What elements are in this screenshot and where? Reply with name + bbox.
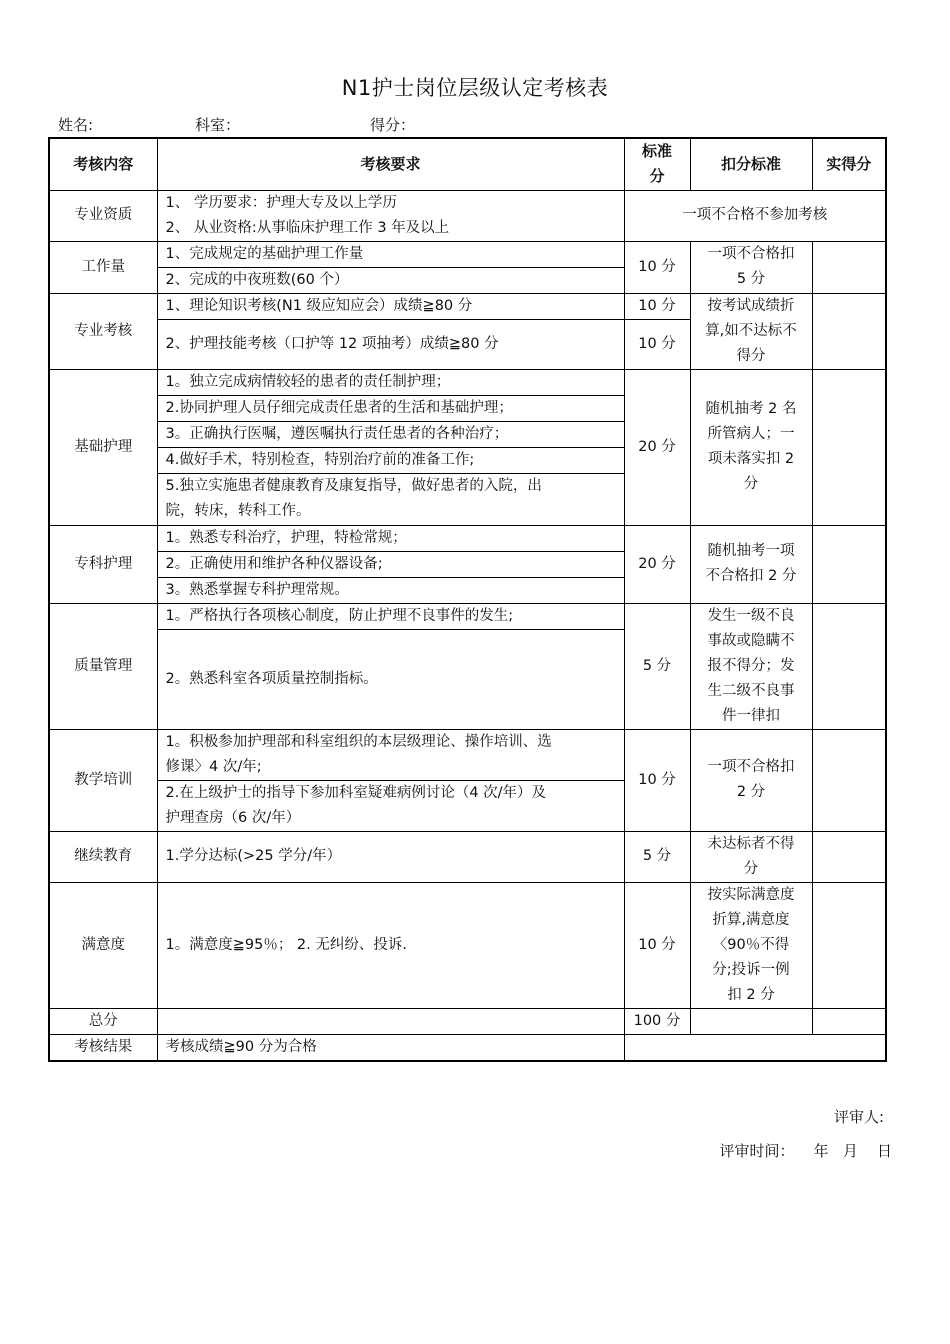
requirement-item: 1、完成规定的基础护理工作量: [157, 241, 624, 267]
section-name: 质量管理: [49, 603, 157, 729]
standard-score: 10 分: [624, 293, 690, 319]
requirement-item: 2、 从业资格:从事临床护理工作 3 年及以上: [165, 219, 450, 236]
deduction-rule: 随机抽考 2 名 所管病人；一 项未落实扣 2 分: [690, 369, 812, 525]
deduction-rule: 未达标者不得 分: [690, 831, 812, 882]
table-row: [49, 729, 886, 780]
total-blank: [157, 1008, 624, 1034]
table-row: [49, 603, 886, 629]
requirement-item: 1.学分达标(>25 学分/年）: [157, 831, 624, 882]
deduction-rule: 随机抽考一项 不合格扣 2 分: [690, 525, 812, 603]
requirement-item: 1。满意度≧95％； 2. 无纠纷、投诉.: [157, 882, 624, 1008]
standard-score: 20 分: [624, 525, 690, 603]
actual-score-cell: [812, 729, 886, 831]
result-row: [49, 1034, 886, 1061]
deduction-rule: 按实际满意度 折算,满意度 〈90％不得 分;投诉一例 扣 2 分: [690, 882, 812, 1008]
result-blank: [624, 1034, 886, 1061]
requirement-item: 1。熟悉专科治疗，护理，特检常规；: [157, 525, 624, 551]
section-name: 工作量: [49, 241, 157, 293]
header-actual: 实得分: [812, 138, 886, 190]
section-name: 基础护理: [49, 369, 157, 525]
dept-label: 科室：: [195, 116, 241, 134]
requirement-item: 2、完成的中夜班数(60 个）: [157, 267, 624, 293]
standard-score: 5 分: [624, 831, 690, 882]
requirement-item: 5.独立实施患者健康教育及康复指导，做好患者的入院，出 院，转床，转科工作。: [157, 473, 624, 525]
header-deduction: 扣分标准: [690, 138, 812, 190]
actual-score-cell: [812, 882, 886, 1008]
standard-score: 5 分: [624, 603, 690, 729]
deduction-rule: 按考试成绩折 算,如不达标不 得分: [690, 293, 812, 369]
deduction-rule: 一项不合格扣 5 分: [690, 241, 812, 293]
actual-score-cell: [812, 603, 886, 729]
section-name: 专科护理: [49, 525, 157, 603]
deduction-rule: 发生一级不良 事故或隐瞒不 报不得分；发 生二级不良事 件一律扣: [690, 603, 812, 729]
review-time-label: 评审时间： 年 月 日: [719, 1142, 892, 1160]
actual-score-cell: [812, 831, 886, 882]
deduction-rule: 一项不合格扣 2 分: [690, 729, 812, 831]
actual-score-cell: [812, 241, 886, 293]
total-deduction-blank: [690, 1008, 812, 1034]
standard-score: 10 分: [624, 729, 690, 831]
qualification-note: 一项不合格不参加考核: [624, 190, 886, 241]
actual-score-cell: [812, 369, 886, 525]
requirement-item: 4.做好手术，特别检查，特别治疗前的准备工作;: [157, 447, 624, 473]
standard-score: 10 分: [624, 319, 690, 369]
total-score: 100 分: [624, 1008, 690, 1034]
requirement-item: 3。正确执行医嘱，遵医嘱执行责任患者的各种治疗；: [157, 421, 624, 447]
requirement-item: 1。积极参加护理部和科室组织的本层级理论、操作培训、选 修课〉4 次/年;: [157, 729, 624, 780]
standard-score: 10 分: [624, 882, 690, 1008]
reviewer-label: 评审人:: [833, 1108, 884, 1126]
table-header-row: [49, 138, 886, 190]
requirement-cell: [157, 190, 624, 241]
requirement-item: 1、理论知识考核(N1 级应知应会）成绩≧80 分: [157, 293, 624, 319]
requirement-item: 1、 学历要求：护理大专及以上学历: [165, 194, 397, 211]
info-row: [58, 114, 658, 134]
requirement-item: 1。严格执行各项核心制度，防止护理不良事件的发生;: [157, 603, 624, 629]
name-label: 姓名:: [58, 116, 94, 134]
actual-score-cell: [812, 525, 886, 603]
page-title: N1护士岗位层级认定考核表: [341, 76, 609, 100]
requirement-item: 1。独立完成病情较轻的患者的责任制护理；: [157, 369, 624, 395]
table-row: [49, 882, 886, 1008]
assessment-table: [48, 137, 887, 1062]
table-row: [49, 241, 886, 267]
header-standard: 标准 分: [624, 138, 690, 190]
score-label: 得分：: [370, 116, 416, 134]
table-row: [49, 190, 886, 241]
table-row: [49, 831, 886, 882]
requirement-item: 2.协同护理人员仔细完成责任患者的生活和基础护理；: [157, 395, 624, 421]
table-row: [49, 525, 886, 551]
total-label: 总分: [49, 1008, 157, 1034]
table-row: [49, 369, 886, 395]
result-label: 考核结果: [49, 1034, 157, 1061]
requirement-item: 2、护理技能考核（口护等 12 项抽考）成绩≧80 分: [157, 319, 624, 369]
standard-score: 20 分: [624, 369, 690, 525]
table-row: [49, 293, 886, 319]
actual-score-cell: [812, 293, 886, 369]
total-actual-blank: [812, 1008, 886, 1034]
result-text: 考核成绩≧90 分为合格: [157, 1034, 624, 1061]
requirement-item: 2.在上级护士的指导下参加科室疑难病例讨论（4 次/年）及 护理查房（6 次/年）: [157, 780, 624, 831]
section-name: 教学培训: [49, 729, 157, 831]
section-name: 满意度: [49, 882, 157, 1008]
requirement-item: 3。熟悉掌握专科护理常规。: [157, 577, 624, 603]
requirement-item: 2。熟悉科室各项质量控制指标。: [157, 629, 624, 729]
total-row: [49, 1008, 886, 1034]
requirement-item: 2。正确使用和维护各种仪器设备;: [157, 551, 624, 577]
header-requirement: 考核要求: [157, 138, 624, 190]
header-content: 考核内容: [49, 138, 157, 190]
section-name: 继续教育: [49, 831, 157, 882]
section-name: 专业考核: [49, 293, 157, 369]
standard-score: 10 分: [624, 241, 690, 293]
section-name: 专业资质: [49, 190, 157, 241]
